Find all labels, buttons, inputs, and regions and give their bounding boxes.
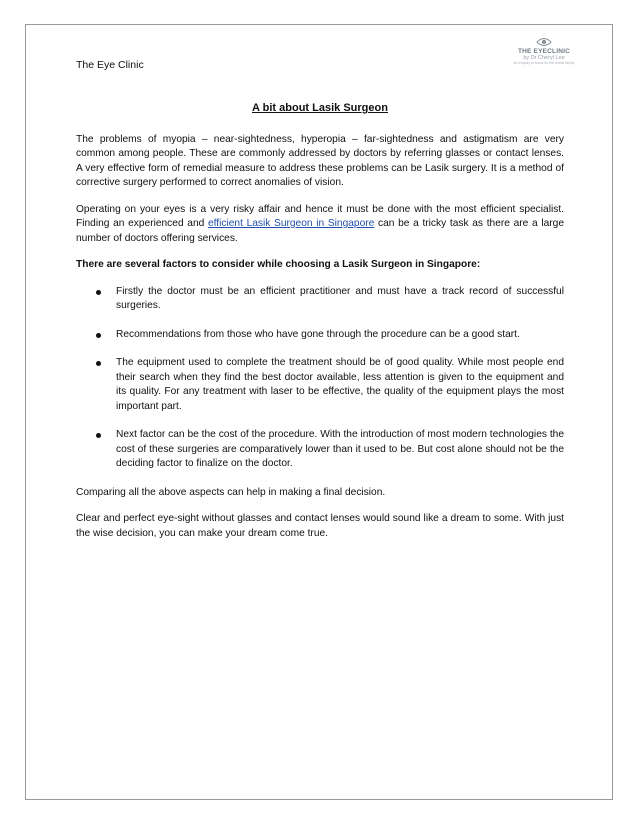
clinic-logo bbox=[504, 37, 584, 65]
eye-logo-icon bbox=[536, 37, 552, 47]
bullet-icon bbox=[96, 361, 101, 366]
paragraph-conclusion: Clear and perfect eye-sight without glasses and contact lenses would sound like a dream to some. With just the wise decision, you can make your dream come true. bbox=[76, 513, 564, 539]
document-page bbox=[25, 24, 613, 800]
paragraph-comparing: Comparing all the above aspects can help in making a final decision. bbox=[76, 486, 386, 498]
list-item bbox=[76, 356, 564, 414]
article-body bbox=[76, 101, 564, 553]
logo-tagline: An enquiry in focus for the whole family bbox=[513, 61, 575, 65]
article-title: A bit about Lasik Surgeon bbox=[252, 102, 388, 114]
bullet-icon bbox=[96, 333, 101, 338]
logo-subtitle: by Dr Cheryl Lee bbox=[523, 55, 565, 61]
list-item-text: Next factor can be the cost of the procedure. With the introduction of most modern technologies the cost of these surgeries are comparatively lower than it used to be. But cost alone should not be the deciding factor to finalize on the doctor. bbox=[116, 429, 564, 469]
list-item bbox=[76, 428, 564, 472]
paragraph-operating bbox=[76, 203, 564, 247]
bullet-icon bbox=[96, 290, 101, 295]
factors-heading: There are several factors to consider while choosing a Lasik Surgeon in Singapore: bbox=[76, 259, 481, 270]
paragraph-intro: The problems of myopia – near-sightedness, hyperopia – far-sightedness and astigmatism are very common among people. These are commonly addressed by doctors by referring glasses or contact lenses. A very effective form of remedial measure to address these problems can be Lasik surgery. It is a method of corrective surgery performed to correct anomalies of vision. bbox=[76, 133, 564, 188]
logo-name: THE EYECLINIC bbox=[517, 48, 571, 55]
paragraph-operating-text-2: can be a tricky task as there are a large number of doctors offering services. bbox=[76, 218, 564, 244]
clinic-name: The Eye Clinic bbox=[76, 59, 144, 71]
list-item-text: Firstly the doctor must be an efficient practitioner and must have a track record of successful surgeries. bbox=[116, 285, 564, 311]
paragraph-operating-text-1: Operating on your eyes is a very risky affair and hence it must be done with the most efficient specialist. Finding an experienced and bbox=[76, 203, 564, 229]
factors-list bbox=[76, 285, 564, 472]
lasik-surgeon-link[interactable]: efficient Lasik Surgeon in Singapore bbox=[207, 218, 375, 229]
list-item-text: The equipment used to complete the treatment should be of good quality. While most people end their search when they find the best doctor available, less attention is given to the equipment and its quality. For any treatment with laser to be effective, the quality of the equipment plays the most important part. bbox=[116, 357, 564, 412]
list-item bbox=[76, 285, 564, 314]
list-item-text: Recommendations from those who have gone through the procedure can be a good start. bbox=[116, 328, 520, 340]
bullet-icon bbox=[96, 433, 101, 438]
list-item bbox=[76, 328, 564, 343]
